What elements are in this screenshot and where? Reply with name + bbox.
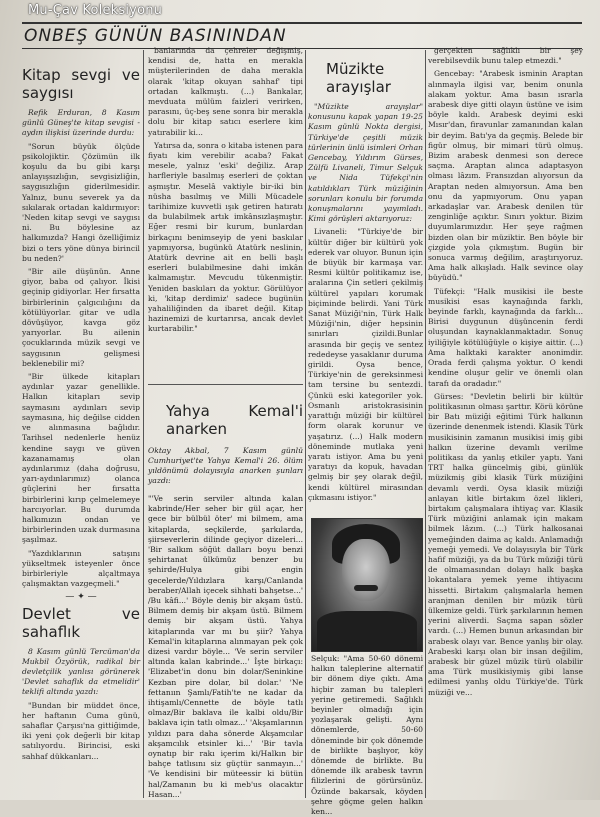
article-lead: "Müzikte arayışlar" konusunu kapak yapan 19-25 Kasım günlü Nokta dergisi, Türkiye'de çeşitli müzik türlerinin ünlü isimleri Orhan Gencebay, Yıldırım Gürses, Zülfü Livaneli, Timur Selçuk ve Nida Tüfekçi'nin katıldıkları Türk müziğinin sorunları konulu bir forumda konuşmalarını yayımladı. Kimi görüşleri aktarıyoruz:: [308, 102, 423, 224]
section-ornament: — ✦ —: [65, 592, 97, 603]
article-paragraph: "Bir ülkede kitapları aydınlar yazar genellikle. Halkın kitapları sevip saymasını aydınları sevip saymasına, hiç değilse cidden ve alınmasına bağlıdır. Tarihsel nedenlerle henüz kendine saygı ve güven kazanamamış olan aydınlarımız (daha doğrusu, yarı-aydınlarımız) olanca güçlerini her fırsatta birbirlerini kırıp çelmelemeye harcıyorlar. Bu durumda halkımızın ondan ve birbirlerinden uzak durmasına şaşılmaz.: [22, 372, 140, 545]
column-divider: [425, 50, 426, 798]
article-paragraph: Gencebay: "Arabesk isminin Araptan alınmayla ilgisi var, benim onunla alakam yoktur. Ama basın ısrarla arabesk diye gitti olayın üstüne ve isim böyle kaldı. Arabesk deyimi eski Mısır'dan, firavunlar zamanından kalan bir deyim. Batı'ya da geçmiş. Belede bir figür olmuş, bir mimari türü olmuş. Bizim arabesk denmesi son derece saçma. Araptan alınca adaptasyon olması lâzım. Fransızdan alıyorsun da Araptan neden almıyorsun. Ama ben onu da yapmıyorum. Onu yapan arkadaşlar var. Arabesk denilen tür zenginliğe açıktır. Sınırı yoktur. Bizim duyumlarımızdır. Her şeye rağmen bizden olan bir müziktir. Ben böyle bir çizgide yola çıkmıştım. Bugün bir sonuca varmış değilim, araştırıyoruz. Ama halk alkışladı. Halk sevince olay büyüdü.": [428, 69, 583, 283]
article-paragraph: "Sorun büyük ölçüde psikolojiktir. Çözümün ilk koşulu da bu gibi karşı anlayışsızlığın, sevgisizliğin, saygısızlığın giderilmesidir. Yalnız, bunu severek ya da sıkılarak ortadan kaldırmıyor: 'Neden kitap sevgi ve saygısı ni. Bu böylesine az halkımızda? Hangi özelliğimiz bizi o ters yöne dünya birincil bu neden?': [22, 141, 140, 263]
collection-watermark: Mu-Çav Koleksiyonu: [28, 3, 163, 18]
column-divider: [143, 50, 144, 798]
photo-body-shape: [317, 611, 417, 651]
article-paragraph: gerçekten sağlıklı bir şey verebilsevdik bunu talep etmezdi.": [428, 46, 583, 66]
article-paragraph: Tüfekçi: "Halk musikisi ile beste musikisi esas kaynağında farklı, beyinde farklı, kaynağında da farklı... Birisi duygunun düşüncenin ferdi oluşundan kaynaklanmaktadır. Sonuç iyiliğiyle kötülüğüyle o kişiye aittir. (...) Ama halktaki karakter anonimdir. Orada ferdi çalışma yoktur. O kendi kendine oluşur gelir ve önemli olan tarafı da oradadır.": [428, 286, 583, 388]
article-paragraph: banlarında da çehreler değişmiş, kendisi de, hatta en merakla müşterilerinden de daha merakla olarak 'kitap okuyan sahhaf' tipi ortadan kalkmıştı. (...) Bankalar, mevduata mülüm faizleri verirken, parasını, üç-beş sene sonra bir merakla dolu bir kitap satıcı eserlere kim yatırabilir ki...: [148, 46, 303, 137]
column-3: [308, 46, 423, 546]
article-lead: Oktay Akbal, 7 Kasım günlü Cumhuriyet'te Yahya Kemal'i 26. ölüm yıldönümü dolayısıyla anarken şunları yazdı:: [148, 445, 303, 486]
column-1: [22, 52, 140, 797]
column-4: [428, 46, 583, 796]
article-paragraph: "Bir aile düşünün. Anne giyor, baba od çalıyor. İkisi geçinip gidiyorlar. Her fırsatta birbirlerinin çalgıcılığını da kötülüyorlar. gitar ve udla dövüşüyor, kavga göz yarıyorlar. Bu ailenin çocuklarında müzik sevgi ve saygısının gelişmesi beklenebilir mi?: [22, 267, 140, 368]
column-divider: [305, 50, 306, 798]
article-paragraph: "'Ve serin serviler altında kalan kabrinde/Her seher bir gül açar, her gece bir bülbül öter' mi bilmem, ama kitaplarda, seçkilerde, şarkılarda, şiirseverlerin dilinde geçiyor dizeleri... 'Bir salkım söğüt dalları boyu benzi şehirtanat ülkümüz benzer bu şehirde/Hulya gibi engin gecelerde/Yıldızlara karşı/Canlanda beraber/Allah içecek sihhati bahşetse...' /Bu kâfi...' Böyle deniş bir akşam üstü. Bilmem demiş bir akşam üstü. Bilmem demiş bir akşam üstü. Yahya kitaplarında var mı bu şiir? Yahya Kemal'in kitaplarına alınmayan pek çok dizesi vardır böyle... 'Ve serin serviler altında kalan kabrinde...' İşte birkaçı: 'Elizabet'in donu bin dolar/Seninkine Kezban pire dolar, bil dolar.' 'Ne fettanıın Şamlı/Fatih'te ne kadar da ihtişamlı/Cennette de böyle tatlı olmaz/Bir baklava ile kalbi oldu/Bir baklava için tatlı olmaz...' 'Akşamlarının yıldızı para daha sönerde Akşamcılar akşamcılık etsinler ki...' 'Bir tavla oynatıp bir rakı içerim ki/Halkın bir bahçe tatlısını siz güçtür sanmayın...' 'Ve kendisini bir müteessir ki bütün hal/Zamanın bu ki meb'us olacaktır Hasan...': [148, 494, 303, 799]
musician-photo: [311, 518, 423, 652]
article-paragraph: Yatırsa da, sonra o kitaba istenen para fiyatı kim verebilir acaba? Fakat mesele, yalnız 'eski' değiliz. Arap harfleriyle basılmış eserleri de çoktan aşmıştır. Meselâ vaktiyle bir-iki bin nüsha basılmış ve Milli Mücadele tarihimize kuvvetli ışık getiren hatıratı da bulabilmek artık imkânsızlaşmıştır. Eğer resmi bir kurum, bunlardan birkaçını benimseyip de yeni baskılar yapmıyorsa, bugünkü Atatürk neslinin, Atatürk devrine ait en belli başlı eserleri bulabilmesine dahi imkân kalmamıştır. Mevcudu tükenmiştir. Yeniden baskıları da yoktur. Görülüyor ki, 'kitap derdimiz' sadece bugünün yahaliliğinden da ibaret değil. Kitap hazinemizi de kurtarırsa, ancak devlet kurtarabilir.": [148, 140, 303, 334]
article-title: Kitap sevgi ve saygısı: [22, 66, 140, 102]
article-paragraph: "Bundan bir müddet önce, her haftanın Cuma günü, sahaflar Çarşısı'na gittiğimde, iki yeni çok değerli bir kitap satılıyordu. Birincisi, eski sahhaf dükkanları...: [22, 700, 140, 761]
photo-mustache-shape: [354, 585, 378, 591]
article-lead: Refik Erduran, 8 Kasım günlü Güneş'te kitap sevgisi - aydın ilişkisi üzerinde durdu:: [22, 108, 140, 138]
section-masthead: [22, 22, 582, 49]
article-title: Müzikte arayışlar: [326, 60, 391, 96]
photo-caption-text: Selçuk: "Ama 50-60 dönemi halkın taleplerine alternatif bir dönem diye çıktı. Ama hiçbir zaman bu talepleri yerine getiremedi. Sağlıklı beyinler olmadığı için yozlaşarak gelişti. Aynı dönemlerde, 50-60 döneminde bir çok dönemde de birlikte başlıyor, köy dönemde de birlikte. Bu dönemde ilk arabesk tavrın filizlerini de görürsünüz. Özünde bakarsak, köyden şehre göçme gelen halkın ken...: [311, 654, 423, 817]
masthead-title: ONBEŞ GÜNÜN BASININDAN: [24, 26, 287, 46]
article-lead: 8 Kasım günlü Tercüman'da Mukbil Özyörük, radikal bir devletçilik yanlısı görünerek 'Devlet sahaflık da etmelidir' teklifi altında yazdı:: [22, 646, 140, 697]
column-2: [148, 46, 303, 381]
article-paragraph: "Yazdıklarının satışını yükseltmek isteyenler önce birbirleriyle alçaltmaya çalışmaktan vazgeçmeli.": [22, 548, 140, 589]
yahya-kemal-article: [148, 388, 303, 798]
article-paragraph: Gürses: "Devletin belirli bir kültür politikasının olması şarttır. Körü körüne bir Batı müziği eğitimi Türk halkının üzerinde denenmek istendi. Klasik Türk musikisinin zamanın musikisi imiş gibi halkın üzerine devamlı verilme politikası da yanlış etkiler yaptı. Yani TRT halka güncelmiş gibi, günlük müzikmiş gibi klasik Türk müziğini devamlı verdi. Oysa klasik müziği anlayan kitle birtakım özel likleri, birtakım çalışmalara ihtiyaç var. Klasik Türk müziğini anlamak için makam bilmek lâzım. (...) Türk halkosanai yemeğinden daima aç kaldı. Anlamadığı yemeği yemedi. Ve dolayısıyla bir Türk hafif müziği, ya da bu Türk müziği türü de olmamasından dolayı halk başka lokantalara yemek yeme ihtiyacını hissetti. Birtakım çalışmalarla hemen aranjman denilen bir müzik türü ülkemize geldi. Türk şarkılarının hemen yerini aliverdi. Saçma sapan sözler vardı. (...) Hemen bunun arkasından bir arabesk olayı var. Bence yanlış bir olay. Arabeski karşı olan bir insan değilim, arabesk bir güzel müzik türü olabilir ama Türk musikisiymiş gibi lanse edilmesi yanlış oldu Türkiye'de. Türk müziği ve...: [428, 391, 583, 697]
section-divider: [148, 384, 303, 385]
article-title: Devlet ve sahaflık: [22, 604, 140, 641]
photo-face-shape: [342, 539, 390, 601]
article-title: Yahya Kemal'i anarken: [166, 402, 303, 438]
article-paragraph: Livaneli: "Türkiye'de bir kültür diğer bir kültürü yok ederek var oluyor. Bunun için de büyük bir karmaşa var. Resmi kültür politikamız ise, aralarına Çin setleri çekilmiş kültürel yapıları korumak biçiminde belirdi. Yani Türk Sanat Müziği'nin, Türk Halk Müziği'nin, diğer hepsinin sınırları çizildi.Bunlar arasında bir geçiş ve sentez rededeyse yasaklanır duruma girildi. Oysa bence, Türkiye'nin de gereksinmesi tam tersine bu sentezdi. Çünkü eski kategoriler yok. Osmanlı aristokrasisinin yarattığı müziği bir kültürel form olarak korunur ve yaşatırız. (...) Halk modern döneminde mutlaka yeni yaratı istiyor. Ama bu yeni yaratıyı da kopuk, havadan gelmiş bir şey olarak değil, kendi kültürel mirasından çıkmasını istiyor.": [308, 227, 423, 502]
